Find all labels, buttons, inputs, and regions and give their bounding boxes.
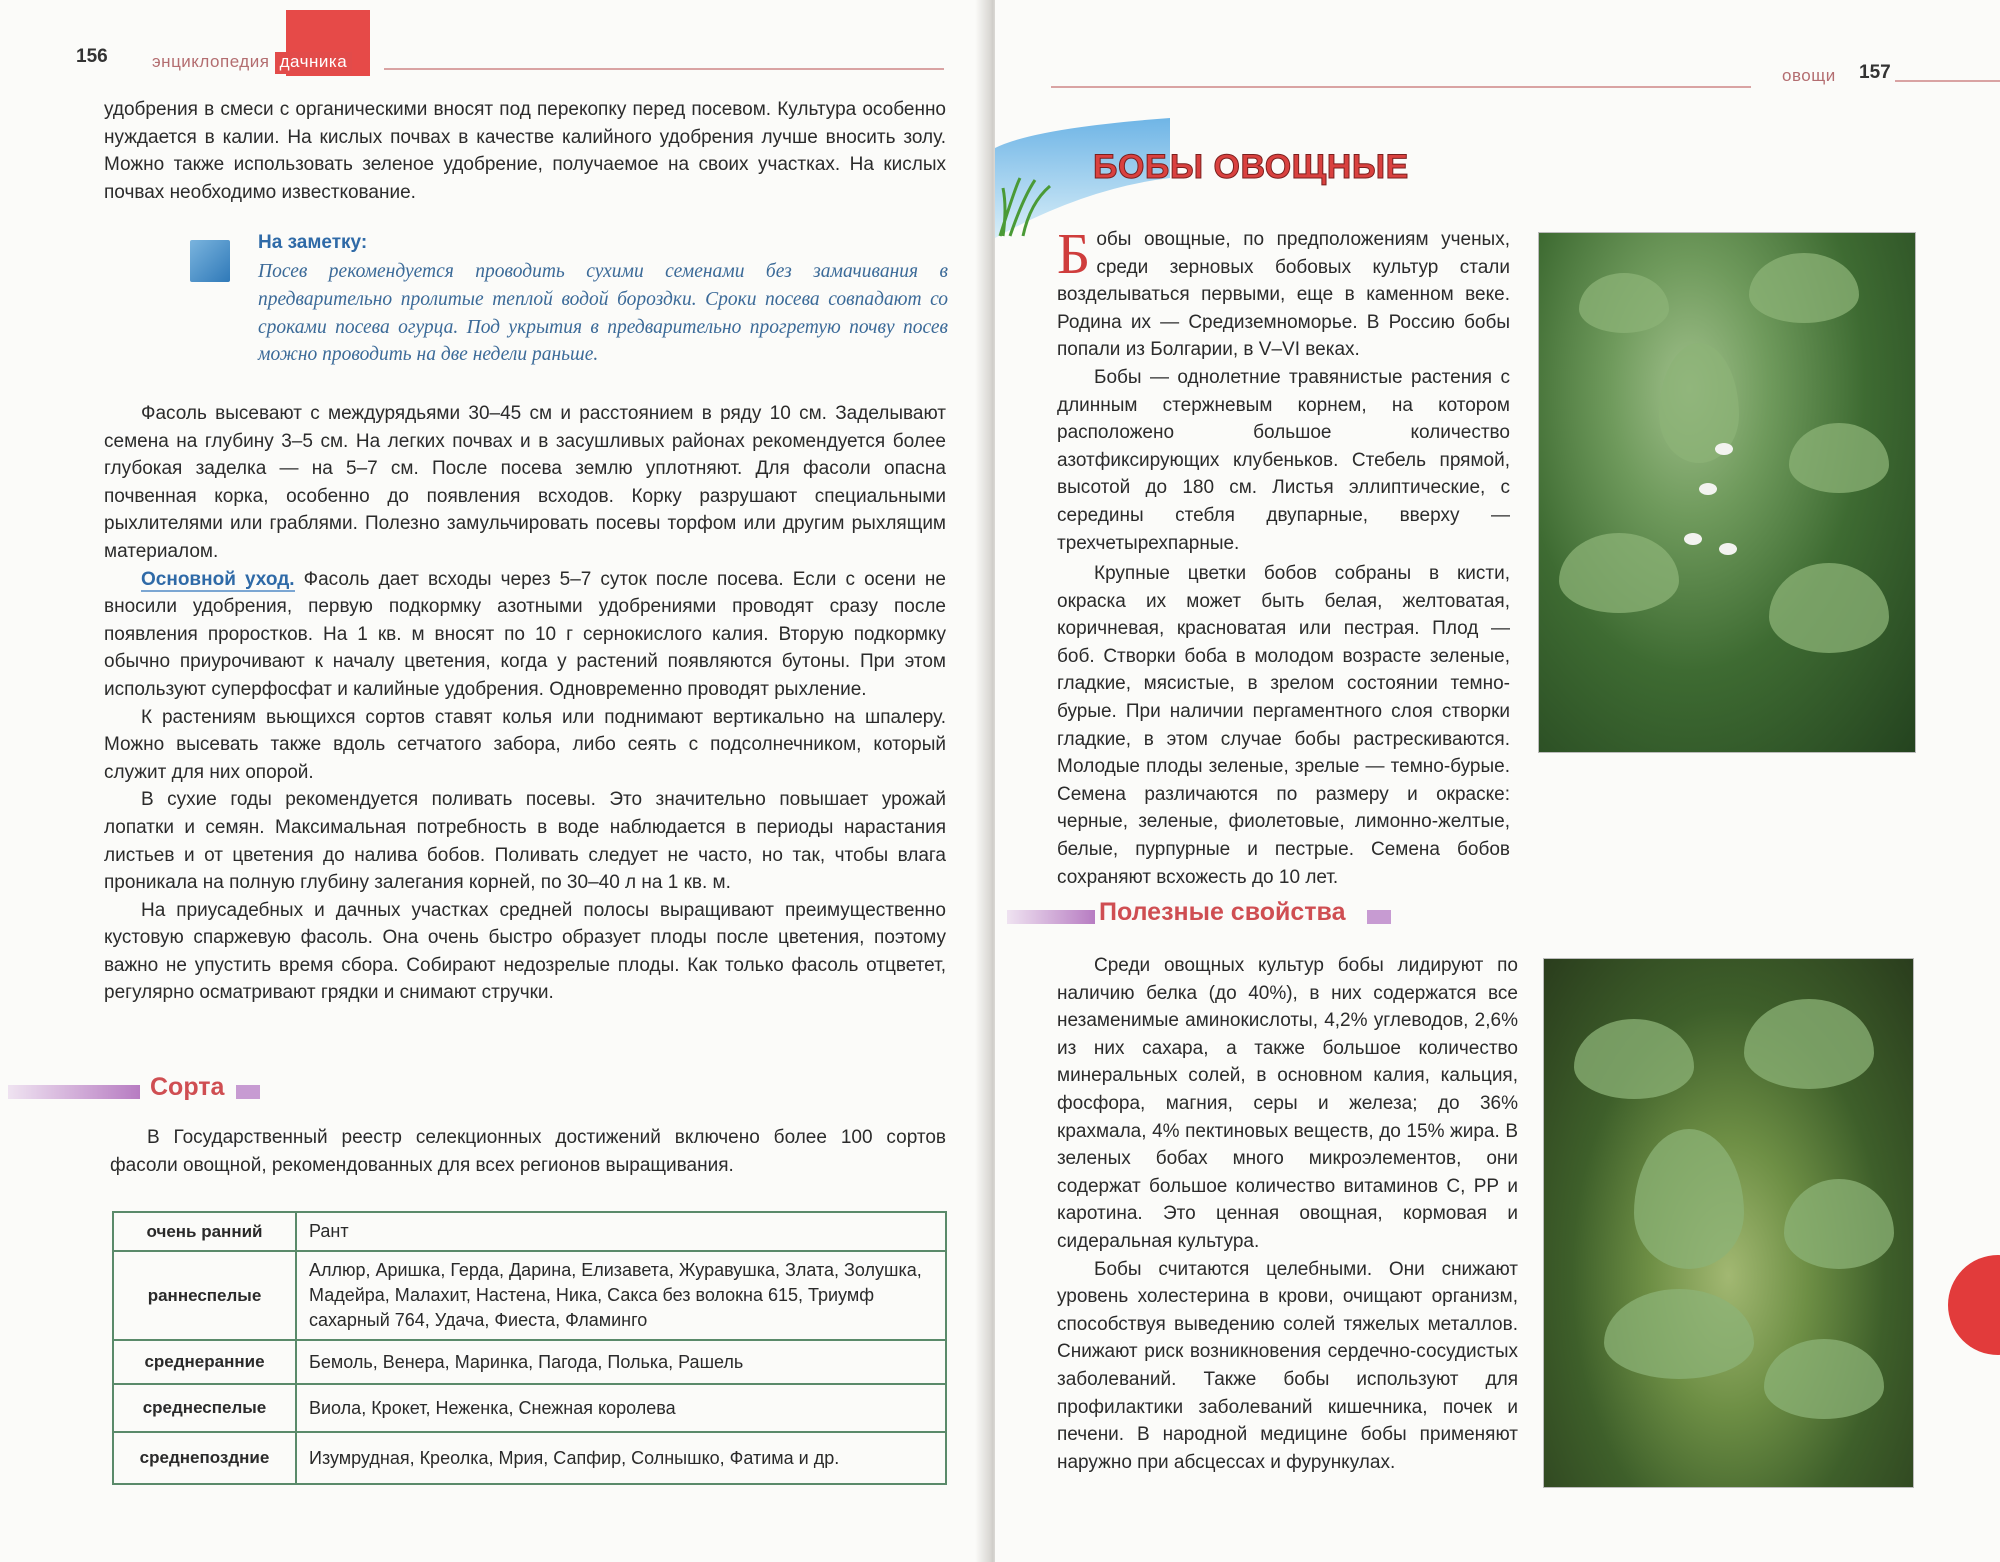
variety-names: Бемоль, Венера, Маринка, Пагода, Полька, Рашель	[296, 1340, 946, 1384]
paragraph-description: Бобы — однолетние травянистые растения с длинным стержневым корнем, на котором расположено большое количество азотфиксирующих клубеньков. Стебель прямой, высотой до 180 см. Листья эллиптические, с середины стебля двупарные, вверху — трехчетырехпарные.	[1057, 366, 1510, 554]
section-varieties-title: Сорта	[150, 1073, 225, 1101]
origin-text	[1057, 221, 1510, 557]
paragraph-intro: удобрения в смеси с органическими вносят под перекопку перед посевом. Культура особенно нуждается в калии. На кислых почвах в качестве калийного удобрения лучше вносить золу. Можно также использовать зеленое удобрение, получаемое на своих участках. На кислых почвах необходимо известкование.	[104, 99, 946, 203]
header-rule-right	[1051, 86, 1751, 88]
origin-body: обы овощные, по предположениям ученых, среди зерновых бобовых культур стали возделываться первыми, еще в каменном веке. Родина их — Средиземноморье. В Россию бобы попали из Болгарии, в V–VI веках.	[1057, 229, 1510, 361]
running-head-right: овощи	[1782, 66, 1836, 85]
flowers-text-narrow	[1057, 560, 1510, 891]
paragraph-sowing: Фасоль высевают с междурядьями 30–45 см и расстоянием в ряду 10 см. Заделывают семена на глубину 3–5 см. На легких почвах и в засушливых районах рекомендуется более глубокая заделка — на 5–7 см. После посева землю уплотняют. Для фасоли опасна почвенная корка, особенно до появления всходов. Корку разрушают специальными рыхлителями или граблями. Полезно замульчировать посевы торфом или другим рыхлящим материалом.	[104, 403, 946, 562]
varieties-table	[112, 1211, 947, 1485]
registry-text	[110, 1124, 946, 1179]
paragraph-water: В сухие годы рекомендуется поливать посевы. Это значительно повышает урожай лопатки и семян. Максимальная потребность в воде наблюдается в периоды нарастания листьев и от цветения до налива бобов. Поливать следует не часто, но так, чтобы влага проникала на полную глубину залегания корней, по 30–40 л на 1 кв. м.	[104, 789, 946, 894]
variety-names: Аллюр, Аришка, Герда, Дарина, Елизавета, Журавушка, Злата, Золушка, Мадейра, Малахит, Настена, Ника, Сакса без волокна 615, Триумф сахарный 764, Удача, Фиеста, Фламинго	[296, 1251, 946, 1340]
paragraph-origin	[1057, 221, 1510, 364]
table-row	[113, 1212, 946, 1251]
table-row	[113, 1251, 946, 1340]
running-head-word1: энциклопедия	[152, 52, 270, 71]
varieties-bar-left	[8, 1085, 140, 1099]
useful-text	[1057, 952, 1518, 1476]
note-title: На заметку:	[258, 232, 368, 253]
broad-bean-flowering-photo	[1538, 232, 1916, 753]
variety-group: среднеспелые	[113, 1384, 296, 1432]
care-text: Фасоль дает всходы через 5–7 суток после посева. Если с осени не вносили удобрения, первую подкормку азотными удобрениями проводят сразу после появления проростков. На 1 кв. м вносят по 10 г сернокислого калия. Вторую подкормку обычно приурочивают к началу цветения, когда у растений появляются бутоны. При этом используют суперфосфат и калийные удобрения. Одновременно проводят рыхление.	[104, 568, 946, 700]
drop-cap: Б	[1057, 221, 1091, 286]
running-head-left	[152, 52, 352, 74]
article-title: БОБЫ ОВОЩНЫЕ	[1093, 148, 1409, 186]
paragraph-harvest: На приусадебных и дачных участках средней полосы выращивают преимущественно кустовую спаржевую фасоль. Она очень быстро образует плоды после цветения, поэтому важно не упустить время сбора. Собирают недозрелые плоды. Как только фасоль отцветет, регулярно осматривают грядки и снимают стручки.	[104, 899, 946, 1004]
section-useful-title: Полезные свойства	[1099, 898, 1346, 926]
variety-names: Виола, Крокет, Неженка, Снежная королева	[296, 1384, 946, 1432]
left-page	[0, 0, 985, 1562]
broad-bean-pods-photo	[1543, 958, 1914, 1488]
main-text-left	[104, 400, 946, 1007]
page-number-right: 157	[1859, 62, 1891, 83]
running-head-word2: дачника	[275, 52, 353, 74]
variety-group: среднеранние	[113, 1340, 296, 1384]
table-row	[113, 1432, 946, 1484]
note-icon	[190, 240, 230, 282]
variety-group: среднепоздние	[113, 1432, 296, 1484]
table-row	[113, 1384, 946, 1432]
variety-group: раннеспелые	[113, 1251, 296, 1340]
page-number-left: 156	[76, 46, 108, 67]
useful-bar-right	[1367, 910, 1391, 924]
varieties-bar-right	[236, 1085, 260, 1099]
header-rule-left	[384, 68, 944, 70]
paragraph-medicinal: Бобы считаются целебными. Они снижают уровень холестерина в крови, очищают организм, способствуя выведению солей тяжелых металлов. Снижают риск возникновения сердечно-сосудистых заболеваний. Также бобы используют для профилактики заболеваний кишечника, почек и печени. В народной медицине бобы применяют наружно при абсцессах и фурункулах.	[1057, 1258, 1518, 1473]
variety-names: Изумрудная, Креолка, Мрия, Сапфир, Солнышко, Фатима и др.	[296, 1432, 946, 1484]
paragraph-flowers: Крупные цветки бобов собраны в кисти, окраска их может быть белая, желтоватая, коричневая, красноватая или пестрая. Плод — боб. Створки боба в молодом возрасте зеленые, гладкие, мясистые, в зрелом состоянии темно-бурые. При наличии пергаментного слоя створки гладкие, в этом случае бобы растрескиваются. Молодые плоды зеленые, зрелые — темно-бурые. Семена различаются по размеру и окраске: черные, зеленые, фиолетовые, лимонно-желтые, белые, пурпурные и пестрые. Семена бобов сохраняют всхожесть до 10 лет.	[1057, 563, 1510, 888]
table-row	[113, 1340, 946, 1384]
paragraph-nutrition: Среди овощных культур бобы лидируют по наличию белка (до 40%), в них содержатся все незаменимые аминокислоты, 4,2% углеводов, 2,6% из них сахара, а также большое количество минеральных солей, в основном калия, кальция, фосфора, магния, серы и железа; до 36% крахмала, 4% пектиновых веществ, до 15% жира. В зеленых бобах много микроэлементов, они содержат большое количество витаминов С, РР и каротина. Это ценная овощная, кормовая и сидеральная культура.	[1057, 955, 1518, 1252]
useful-bar-left	[1007, 910, 1095, 924]
paragraph-support: К растениям вьющихся сортов ставят колья или поднимают вертикально на шпалеру. Можно высевать также вдоль сетчатого забора, либо сеять с подсолнечником, который служит для них опорой.	[104, 706, 946, 783]
note-text: Посев рекомендуется проводить сухими семенами без замачивания в предварительно пролитые теплой водой бороздки. Сроки посева совпадают со сроками посева огурца. Под укрытия в предварительно прогретую почву посев можно проводить на две недели раньше.	[258, 261, 948, 366]
care-run-in-heading: Основной уход.	[141, 568, 295, 590]
header-rule-right-end	[1895, 80, 2000, 82]
variety-group: очень ранний	[113, 1212, 296, 1251]
intro-text	[104, 96, 946, 206]
paragraph-registry: В Государственный реестр селекционных достижений включено более 100 сортов фасоли овощной, рекомендованных для всех регионов выращивания.	[110, 1127, 946, 1176]
paragraph-care	[104, 566, 946, 704]
variety-names: Рант	[296, 1212, 946, 1251]
